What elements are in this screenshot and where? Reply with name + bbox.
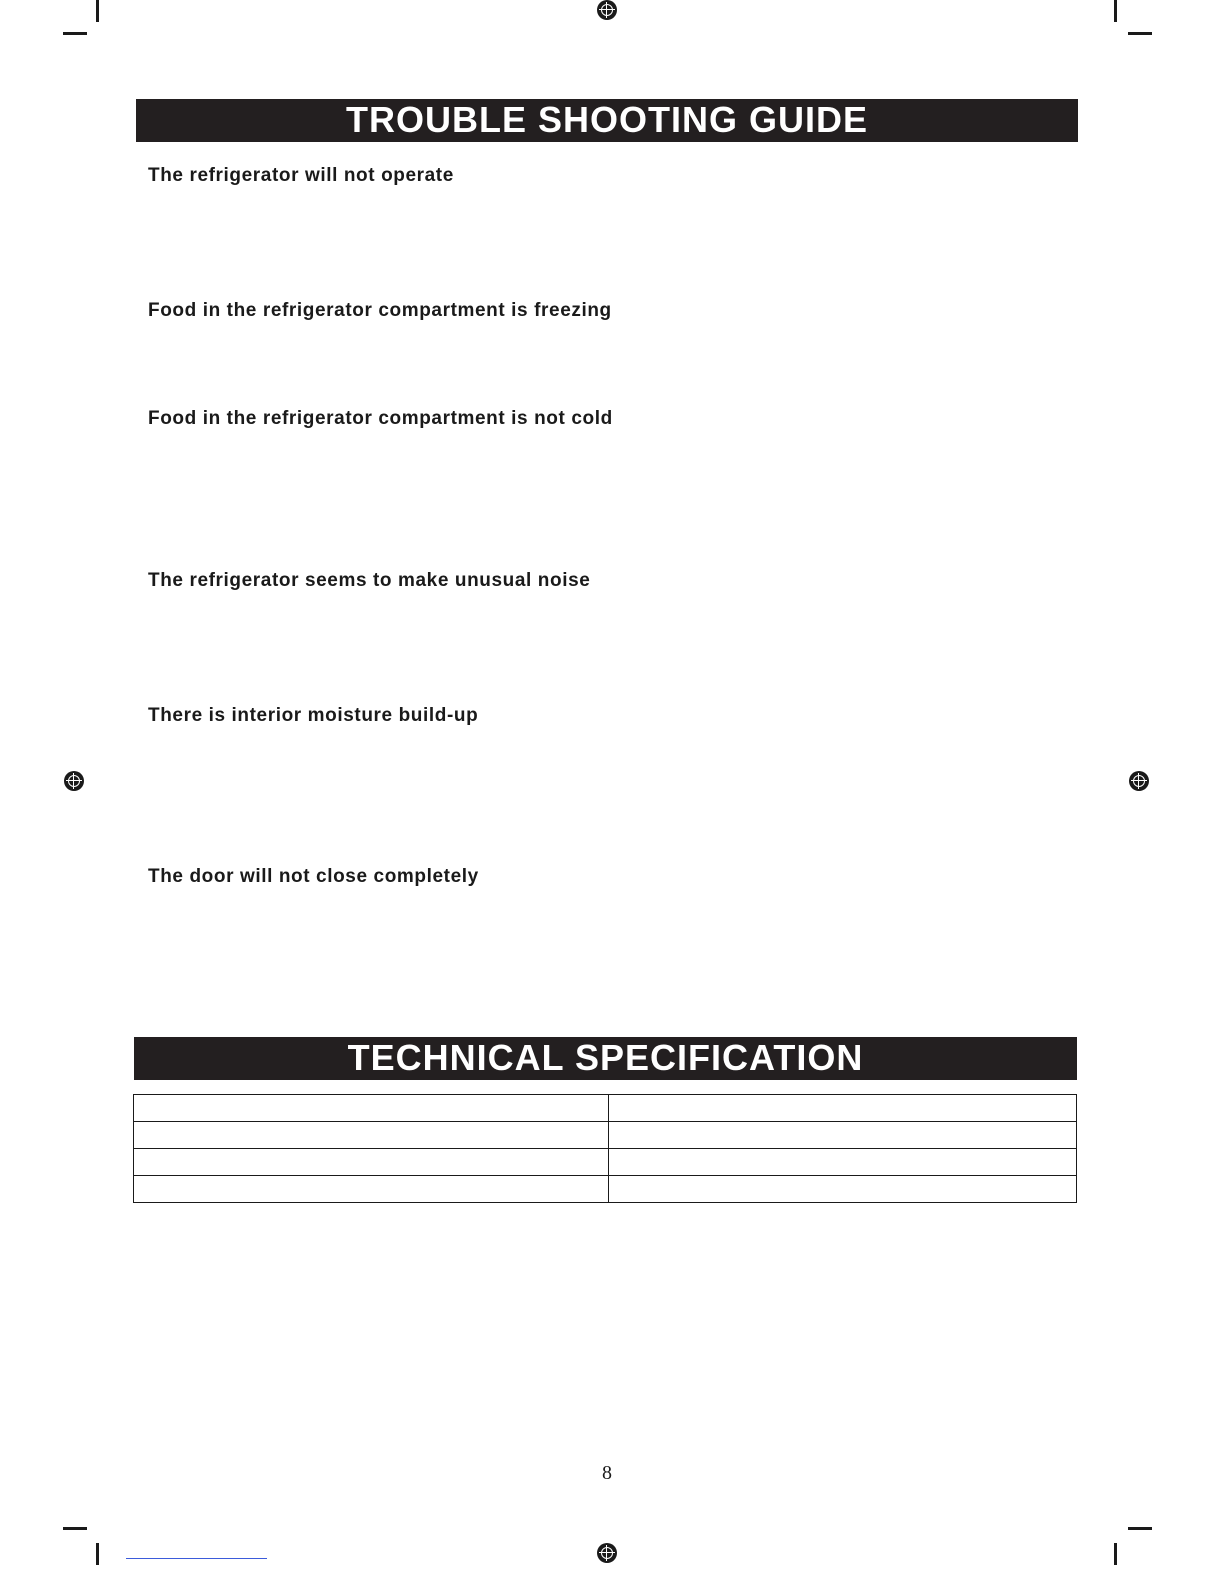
footer-rule xyxy=(126,1558,267,1559)
spec-value-cell xyxy=(609,1122,1077,1149)
issue-heading: There is interior moisture build-up xyxy=(148,705,479,726)
issue-heading: Food in the refrigerator compartment is not cold xyxy=(148,408,613,429)
crop-mark-bottom-right-horizontal xyxy=(1128,1527,1152,1530)
table-row xyxy=(134,1176,1077,1203)
crop-mark-top-right-horizontal xyxy=(1128,32,1152,35)
specification-table xyxy=(133,1094,1077,1203)
spec-value-cell xyxy=(609,1176,1077,1203)
issue-heading: The refrigerator will not operate xyxy=(148,165,454,186)
spec-label-cell xyxy=(134,1095,609,1122)
registration-mark-bottom-icon xyxy=(597,1543,617,1563)
spec-label-cell xyxy=(134,1122,609,1149)
table-row xyxy=(134,1122,1077,1149)
spec-label-cell xyxy=(134,1176,609,1203)
crop-mark-bottom-left-vertical xyxy=(96,1543,99,1565)
table-row xyxy=(134,1149,1077,1176)
issue-heading: Food in the refrigerator compartment is freezing xyxy=(148,300,612,321)
issue-heading: The door will not close completely xyxy=(148,866,479,887)
spec-value-cell xyxy=(609,1095,1077,1122)
registration-mark-right-icon xyxy=(1129,771,1149,791)
crop-mark-top-right-vertical xyxy=(1114,0,1117,22)
crop-mark-top-left-vertical xyxy=(96,0,99,22)
troubleshooting-title: TROUBLE SHOOTING GUIDE xyxy=(136,99,1078,142)
spec-value-cell xyxy=(609,1149,1077,1176)
table-row xyxy=(134,1095,1077,1122)
registration-mark-top-icon xyxy=(597,0,617,20)
specification-title: TECHNICAL SPECIFICATION xyxy=(134,1037,1077,1080)
crop-mark-top-left-horizontal xyxy=(63,32,87,35)
crop-mark-bottom-right-vertical xyxy=(1114,1543,1117,1565)
crop-mark-bottom-left-horizontal xyxy=(63,1527,87,1530)
issue-heading: The refrigerator seems to make unusual noise xyxy=(148,570,591,591)
page-number: 8 xyxy=(602,1462,612,1484)
registration-mark-left-icon xyxy=(64,771,84,791)
spec-label-cell xyxy=(134,1149,609,1176)
